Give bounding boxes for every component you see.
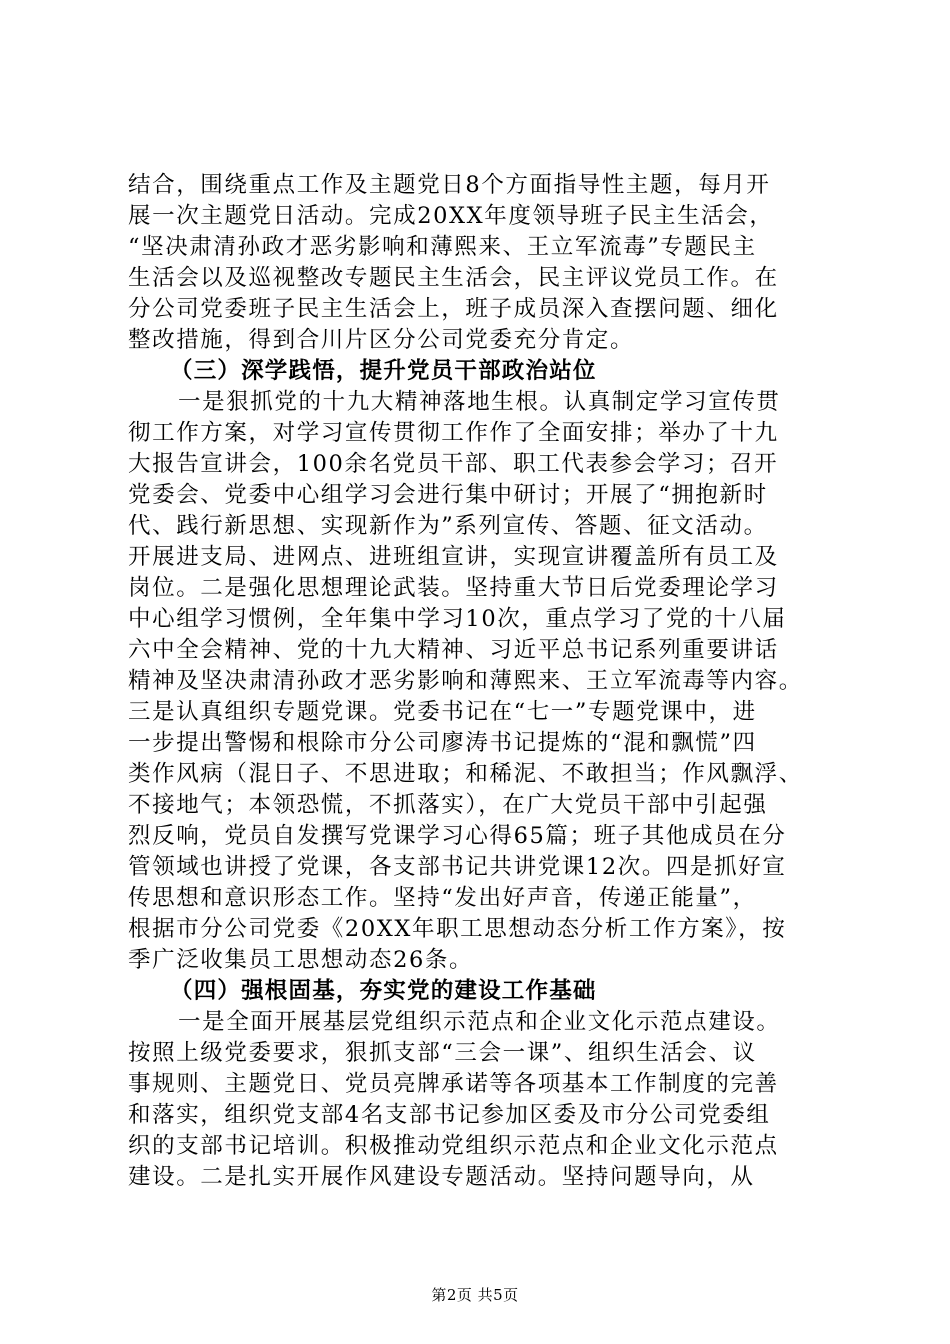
text-line: 事规则、主题党日、党员亮牌承诺等各项基本工作制度的完善 bbox=[128, 1071, 779, 1097]
text-line: 岗位。二是强化思想理论武装。坚持重大节日后党委理论学习 bbox=[128, 575, 779, 601]
text-line: 三是认真组织专题党课。党委书记在“七一”专题党课中，进 bbox=[128, 699, 757, 725]
text-line: 传思想和意识形态工作。坚持“发出好声音，传递正能量”， bbox=[128, 885, 757, 911]
text-line: 整改措施，得到合川片区分公司党委充分肯定。 bbox=[128, 327, 635, 353]
text-line: 不接地气；本领恐慌，不抓落实），在广大党员干部中引起强 bbox=[128, 792, 768, 818]
text-line: 建设。二是扎实开展作风建设专题活动。坚持问题导向，从 bbox=[128, 1164, 755, 1190]
text-line: 代、践行新思想、实现新作为”系列宣传、答题、征文活动。 bbox=[128, 513, 768, 539]
section-heading-4: （四）强根固基，夯实党的建设工作基础 bbox=[170, 978, 597, 1004]
text-line: 展一次主题党日活动。完成20XX年度领导班子民主生活会， bbox=[128, 203, 774, 229]
text-line: 按照上级党委要求，狠抓支部“三会一课”、组织生活会、议 bbox=[128, 1040, 757, 1066]
text-line: 中心组学习惯例，全年集中学习10次，重点学习了党的十八届 bbox=[128, 606, 787, 632]
page-number-footer: 第2页 共5页 bbox=[431, 1286, 519, 1304]
text-line: 和落实，组织党支部4名支部书记参加区委及市分公司党委组 bbox=[128, 1102, 771, 1128]
text-line: 精神及坚决肃清孙政才恶劣影响和薄熙来、王立军流毒等内容。 bbox=[128, 668, 803, 694]
text-line: 结合，围绕重点工作及主题党日8个方面指导性主题，每月开 bbox=[128, 172, 771, 198]
text-line: 开展进支局、进网点、进班组宣讲，实现宣讲覆盖所有员工及 bbox=[128, 544, 779, 570]
document-body bbox=[128, 170, 824, 1193]
text-line: 六中全会精神、党的十九大精神、习近平总书记系列重要讲话 bbox=[128, 637, 779, 663]
text-line: 烈反响，党员自发撰写党课学习心得65篇；班子其他成员在分 bbox=[128, 823, 787, 849]
paragraph-first-line: 一是狠抓党的十九大精神落地生根。认真制定学习宣传贯 bbox=[178, 389, 781, 415]
text-line: 根据市分公司党委《20XX年职工思想动态分析工作方案》，按 bbox=[128, 916, 787, 942]
text-line: 一步提出警惕和根除市分公司廖涛书记提炼的“混和飘慌”四 bbox=[128, 730, 757, 756]
paragraph-first-line: 一是全面开展基层党组织示范点和企业文化示范点建设。 bbox=[178, 1009, 781, 1035]
text-line: 类作风病（混日子、不思进取；和稀泥、不敢担当；作风飘浮、 bbox=[128, 761, 803, 787]
text-line: “坚决肃清孙政才恶劣影响和薄熙来、王立军流毒”专题民主 bbox=[128, 234, 757, 260]
text-line: 生活会以及巡视整改专题民主生活会，民主评议党员工作。在 bbox=[128, 265, 779, 291]
section-heading-3: （三）深学践悟，提升党员干部政治站位 bbox=[170, 358, 597, 384]
text-line: 大报告宣讲会，100余名党员干部、职工代表参会学习；召开 bbox=[128, 451, 779, 477]
text-line: 党委会、党委中心组学习会进行集中研讨；开展了“拥抱新时 bbox=[128, 482, 768, 508]
text-line: 织的支部书记培训。积极推动党组织示范点和企业文化示范点 bbox=[128, 1133, 779, 1159]
text-line: 管领域也讲授了党课，各支部书记共讲党课12次。四是抓好宣 bbox=[128, 854, 787, 880]
text-line: 分公司党委班子民主生活会上，班子成员深入查摆问题、细化 bbox=[128, 296, 779, 322]
text-line: 季广泛收集员工思想动态26条。 bbox=[128, 947, 474, 973]
text-line: 彻工作方案，对学习宣传贯彻工作作了全面安排；举办了十九 bbox=[128, 420, 779, 446]
